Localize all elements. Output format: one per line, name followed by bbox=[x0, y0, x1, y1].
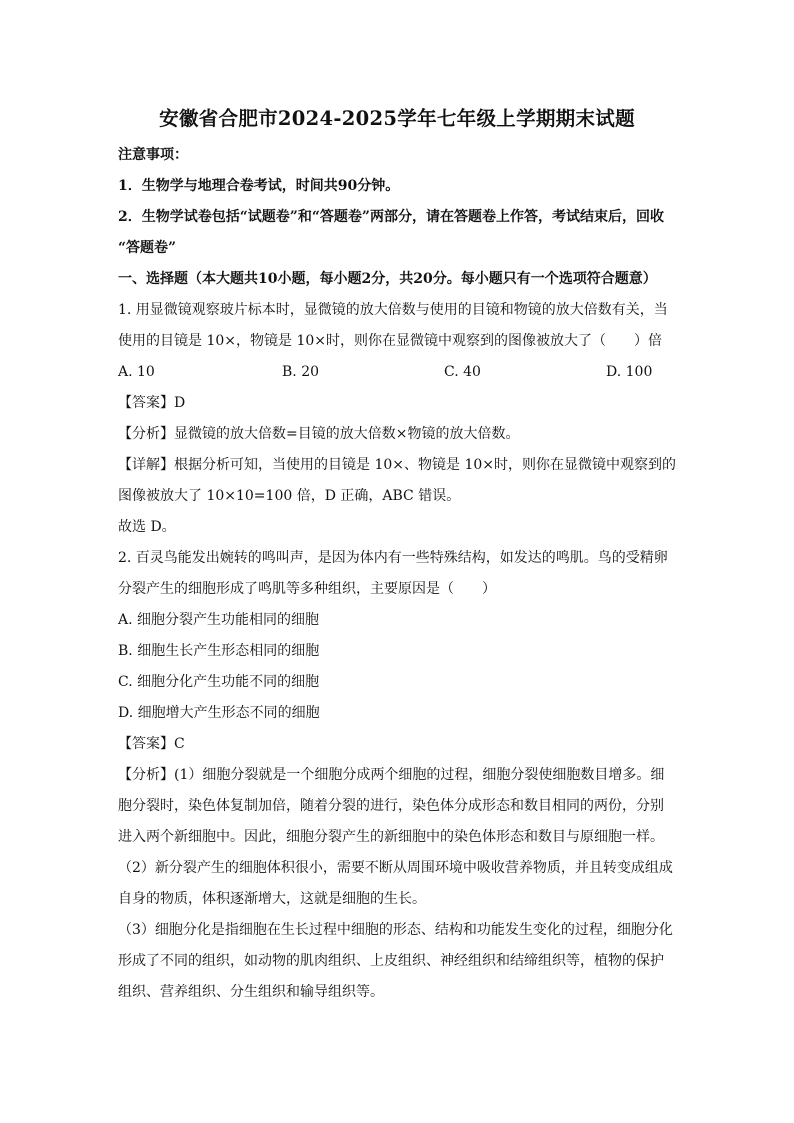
note-item-2-line-1: 2．生物学试卷包括“试题卷”和“答题卷”两部分，请在答题卷上作答，考试结束后，回收 bbox=[118, 209, 664, 225]
q2-analysis-line-3: 进入两个新细胞中。因此，细胞分裂产生的新细胞中的染色体形态和数目与原细胞一样。 bbox=[118, 829, 664, 845]
q1-option-d: D. 100 bbox=[606, 364, 653, 380]
q2-option-c: C. 细胞分化产生功能不同的细胞 bbox=[118, 674, 320, 690]
q2-stem-line-1: 2. 百灵鸟能发出婉转的鸣叫声，是因为体内有一些特殊结构，如发达的鸣肌。鸟的受精卵 bbox=[118, 550, 668, 566]
q1-stem-line-2: 使用的目镜是 10×，物镜是 10×时，则你在显微镜中观察到的图像被放大了（ ）倍 bbox=[118, 333, 662, 349]
q1-analysis: 【分析】显微镜的放大倍数=目镜的放大倍数×物镜的放大倍数。 bbox=[118, 426, 520, 442]
q2-analysis-line-5: 自身的物质，体积逐渐增大，这就是细胞的生长。 bbox=[118, 891, 426, 907]
q2-answer: 【答案】C bbox=[118, 736, 185, 752]
note-item-1: 1．生物学与地理合卷考试，时间共90分钟。 bbox=[118, 178, 400, 194]
q1-detail-line-1: 【详解】根据分析可知，当使用的目镜是 10×、物镜是 10×时，则你在显微镜中观察到的 bbox=[118, 457, 676, 473]
q2-option-a: A. 细胞分裂产生功能相同的细胞 bbox=[118, 612, 320, 628]
q2-analysis-line-6: （3）细胞分化是指细胞在生长过程中细胞的形态、结构和功能发生变化的过程，细胞分化 bbox=[118, 922, 673, 938]
note-item-2-line-2: “答题卷” bbox=[118, 240, 177, 256]
q2-analysis-line-4: （2）新分裂产生的细胞体积很小，需要不断从周围环境中吸收营养物质，并且转变成组成 bbox=[118, 860, 673, 876]
q1-stem-line-1: 1. 用显微镜观察玻片标本时，显微镜的放大倍数与使用的目镜和物镜的放大倍数有关，当 bbox=[118, 302, 668, 318]
q2-analysis-line-8: 组织、营养组织、分生组织和输导组织等。 bbox=[118, 984, 384, 1000]
q1-answer: 【答案】D bbox=[118, 395, 186, 411]
q1-option-a: A. 10 bbox=[118, 364, 155, 380]
q1-option-c: C. 40 bbox=[444, 364, 481, 380]
notes-heading: 注意事项： bbox=[118, 147, 188, 163]
q2-analysis-line-7: 形成了不同的组织，如动物的肌肉组织、上皮组织、神经组织和结缔组织等，植物的保护 bbox=[118, 953, 664, 969]
q1-conclusion: 故选 D。 bbox=[118, 519, 176, 535]
page-title: 安徽省合肥市2024-2025学年七年级上学期期末试题 bbox=[159, 107, 635, 130]
q2-analysis-line-1: 【分析】(1）细胞分裂就是一个细胞分成两个细胞的过程，细胞分裂使细胞数目增多。细 bbox=[118, 767, 665, 783]
q2-analysis-line-2: 胞分裂时，染色体复制加倍，随着分裂的进行，染色体分成形态和数目相同的两份，分别 bbox=[118, 798, 664, 814]
q1-detail-line-2: 图像被放大了 10×10=100 倍，D 正确，ABC 错误。 bbox=[118, 488, 461, 504]
q2-option-d: D. 细胞增大产生形态不同的细胞 bbox=[118, 705, 320, 721]
q2-option-b: B. 细胞生长产生形态相同的细胞 bbox=[118, 643, 320, 659]
q2-stem-line-2: 分裂产生的细胞形成了鸣肌等多种组织，主要原因是（ ） bbox=[118, 581, 496, 597]
q1-option-b: B. 20 bbox=[282, 364, 320, 380]
section-heading: 一、选择题（本大题共10小题，每小题2分，共20分。每小题只有一个选项符合题意） bbox=[118, 271, 657, 287]
